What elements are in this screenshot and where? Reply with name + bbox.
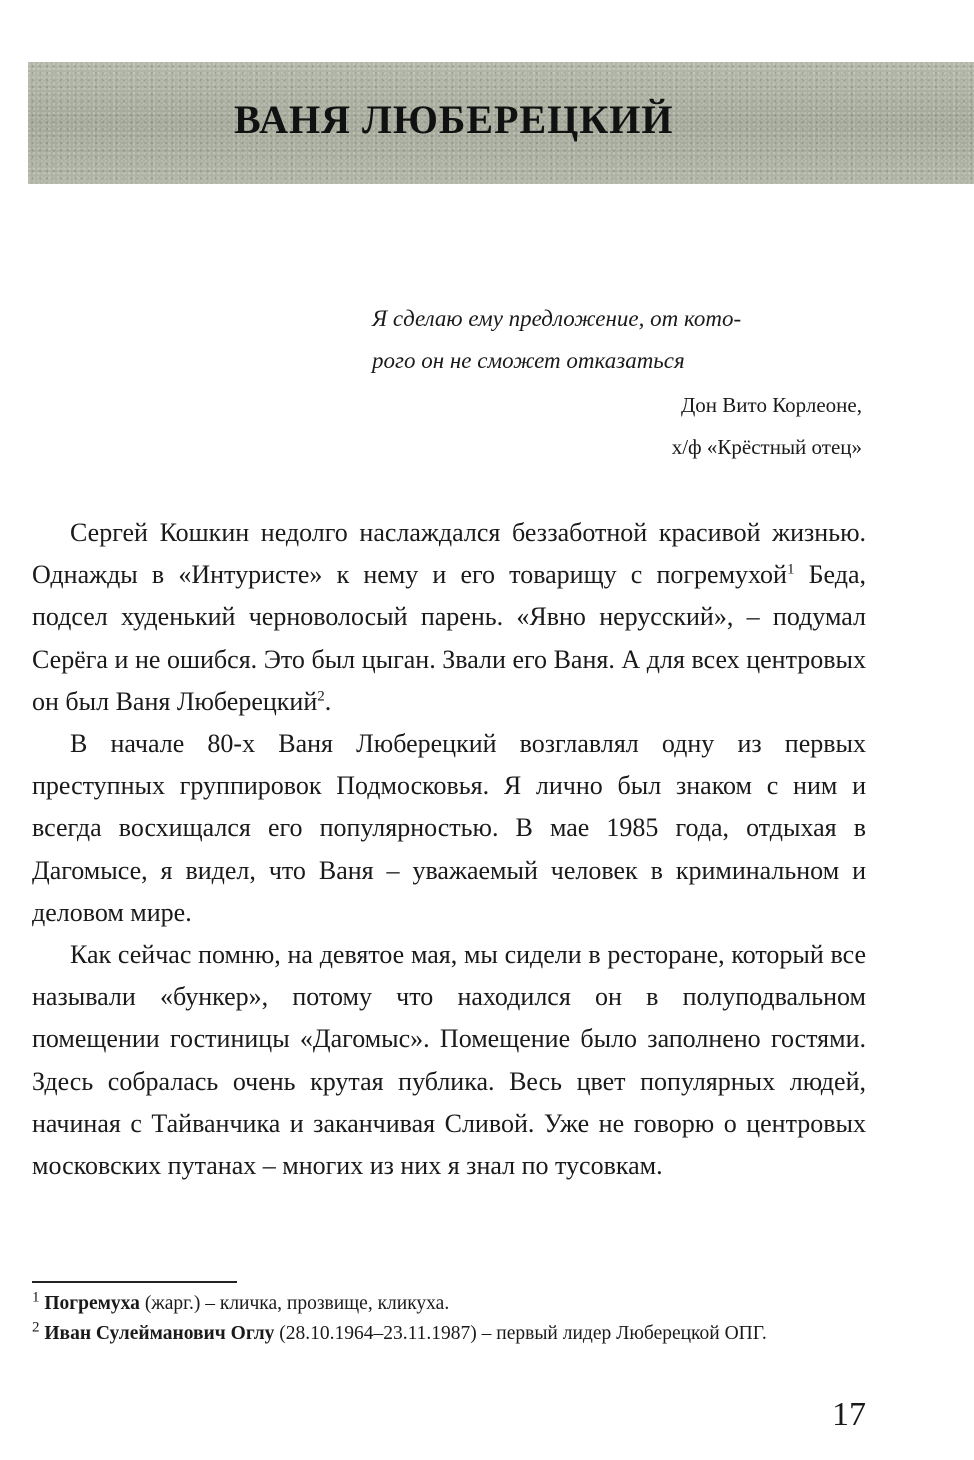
paragraph-1-part-3: . xyxy=(324,686,332,716)
footnote-number: 1 xyxy=(32,1289,40,1306)
paragraph-2: В начале 80-х Ваня Люберецкий возглавлял одну из первых преступных группировок Подмосковья. Я лично был знаком с ним и всегда восхищался его популярностью. В мае 1985 года, отдыхая в Дагомысе, я видел, что Ваня – уважаемый человек в криминальном и деловом мире. xyxy=(32,729,866,927)
footnote-2 xyxy=(32,1319,866,1349)
paragraph-1-part-2: Беда, подсел худенький черноволосый парень. «Явно нерусский», – подумал Серёга и не ошибся. Это был цыган. Звали его Ваня. А для всех центровых он был Ваня Люберецкий xyxy=(32,560,866,716)
footnote-divider xyxy=(32,1281,237,1283)
paragraph-1 xyxy=(32,512,866,723)
footnote-term: Погремуха xyxy=(44,1293,140,1314)
page-number: 17 xyxy=(832,1396,866,1433)
epigraph-quote xyxy=(372,298,862,382)
epigraph-source: х/ф «Крёстный отец» xyxy=(671,435,862,459)
body-text xyxy=(32,512,866,1187)
footnote-ref-1: 1 xyxy=(786,561,795,578)
footnote-term: Иван Сулейманович Оглу xyxy=(44,1323,275,1344)
paragraph-3: Как сейчас помню, на девятое мая, мы сидели в ресторане, который все называли «бункер», потому что находился он в полуподвальном помещении гостиницы «Дагомыс». Помещение было заполнено гостями. Здесь собралась очень крутая публика. Весь цвет популярных людей, начиная с Тайванчика и заканчивая Сливой. Уже не говорю о центровых московских путанах – многих из них я знал по тусовкам. xyxy=(32,940,866,1181)
footnote-text: (жарг.) – кличка, прозвище, кликуха. xyxy=(139,1293,450,1314)
epigraph-quote-line-1: Я сделаю ему предложение, от кото- xyxy=(372,306,742,331)
footnotes xyxy=(32,1289,866,1349)
footnote-ref-2: 2 xyxy=(317,688,325,705)
paragraph-1-part-1: Сергей Кошкин недолго наслаждался беззаботной красивой жизнью. Однажды в «Интуристе» к нему и его товарищу с погремухой xyxy=(32,518,866,590)
footnote-1 xyxy=(32,1289,866,1319)
footnote-number: 2 xyxy=(32,1319,40,1336)
epigraph-quote-line-2: рого он не сможет отказаться xyxy=(372,348,685,373)
footnote-text: (28.10.1964–23.11.1987) – первый лидер Люберецкой ОПГ. xyxy=(274,1323,767,1344)
epigraph xyxy=(372,298,862,468)
chapter-title: ВАНЯ ЛЮБЕРЕЦКИЙ xyxy=(234,97,674,142)
epigraph-author: Дон Вито Корлеоне, xyxy=(680,393,862,417)
